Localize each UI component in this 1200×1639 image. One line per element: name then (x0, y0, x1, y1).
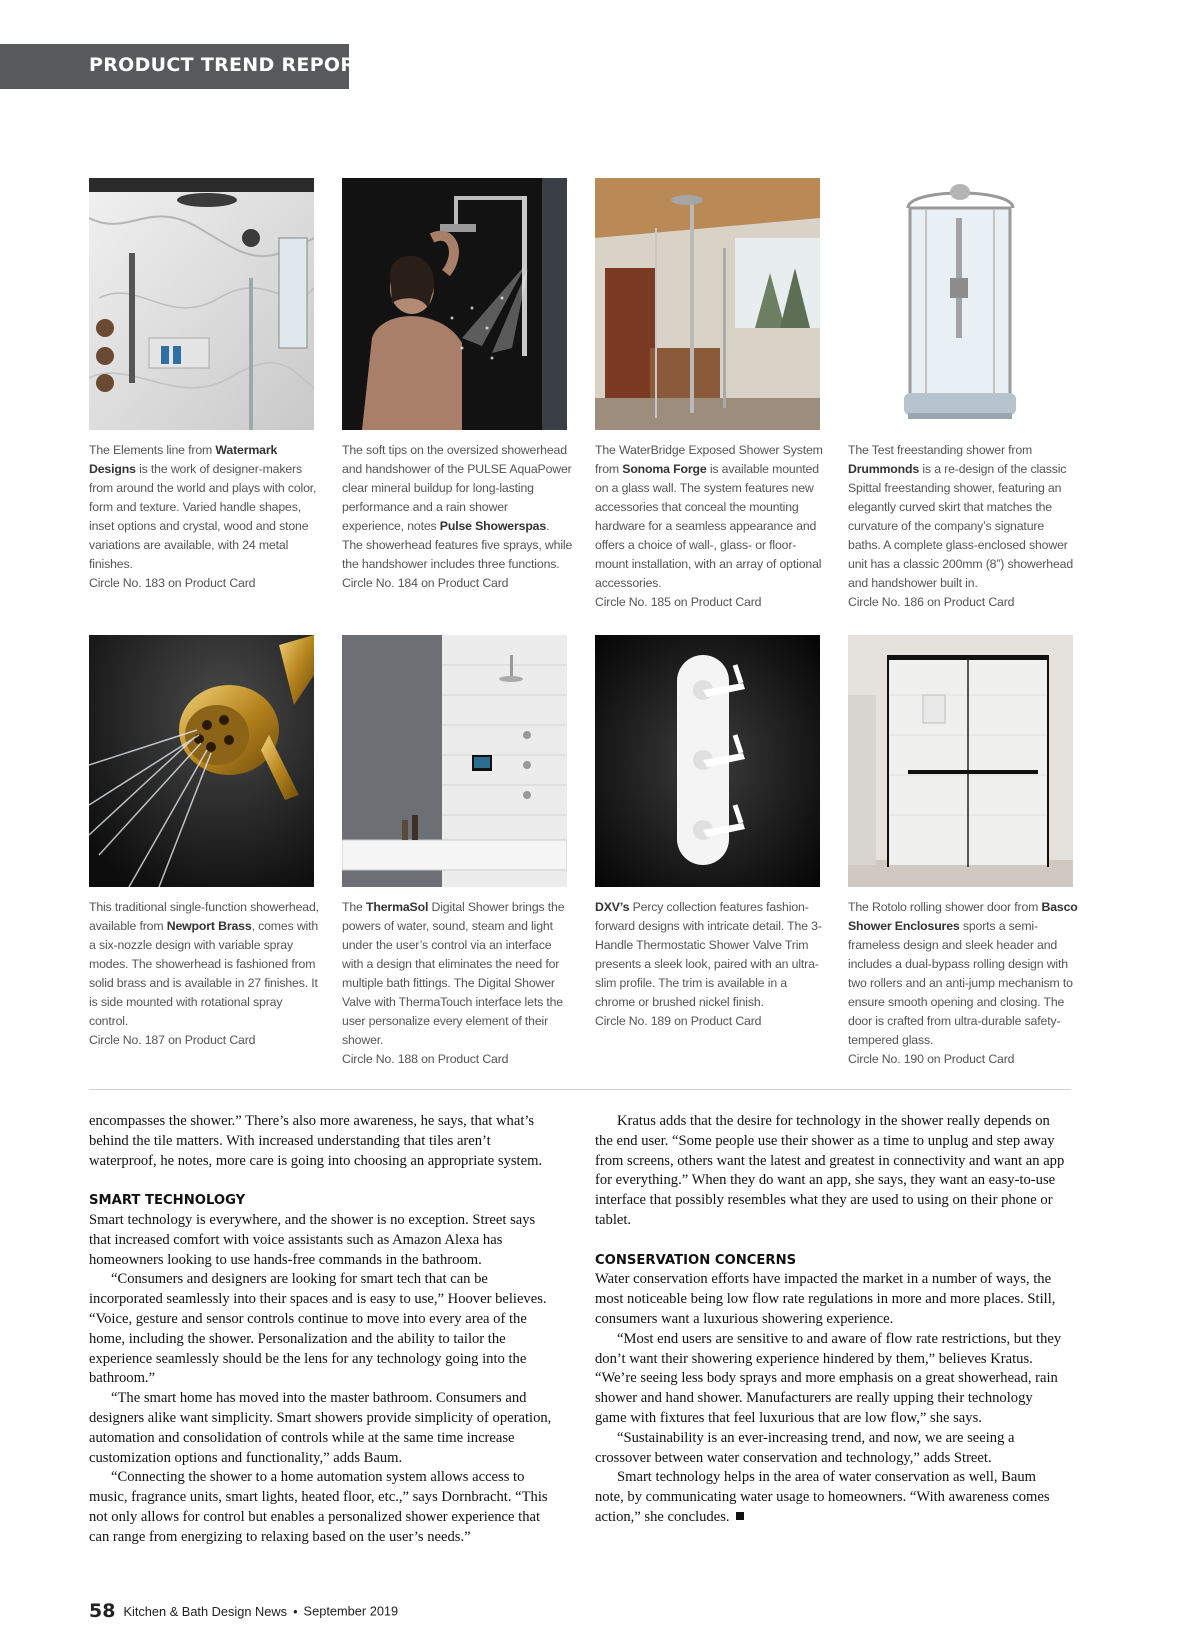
brand-name: Drummonds (848, 462, 920, 476)
product-photo-2 (342, 178, 567, 430)
product-caption-8: The Rotolo rolling shower door from Basco Shower Enclosures sports a semi-frameless design and sleek header and includes a dual-bypass rolling design with two rollers and an anti-jump mechanism to ensure smooth opening and closing. The door is crafted from ultra-durable safety-tempered glass. Circle No. 190 on Product Card (848, 898, 1079, 1069)
brand-name: Pulse Showerspas (439, 519, 547, 533)
product-caption-3: The WaterBridge Exposed Shower System from Sonoma Forge is available mounted on a glass wall. The system features new accessories that conceal the mounting hardware for a seamless appearance and offers a choice of wall-, glass- or floor-mount installation, with an array of optional accessories. Circle No. 185 on Product Card (595, 441, 826, 612)
issue-date: September 2019 (303, 1603, 399, 1619)
paragraph: “Connecting the shower to a home automation system allows access to music, fragrance units, smart lights, heated floor, etc.,” says Dornbracht. “This not only allows for control but enables a personalized shower experience that can range from energizing to relaxing based on the user’s needs.” (89, 1469, 548, 1545)
product-photo-6 (342, 635, 567, 887)
subheading-smart-technology: SMART TECHNOLOGY (89, 1193, 246, 1209)
section-banner (0, 44, 368, 89)
paragraph: “Sustainability is an ever-increasing trend, and now, we are seeing a crossover between water conservation and technology,” adds Street. (595, 1429, 1015, 1466)
footer-separator: • (293, 1603, 298, 1619)
brand-name: Basco Shower Enclosures (848, 900, 1078, 933)
product-photo-4 (848, 178, 1073, 430)
paragraph: Smart technology is everywhere, and the shower is no exception. Street says that increased comfort with voice assistants such as Amazon Alexa has homeowners looking to use hands-free commands in the bathroom. (89, 1211, 536, 1268)
paragraph: encompasses the shower.” There’s also more awareness, he says, that what’s behind the tile matters. With increased understanding that tiles aren’t waterproof, he notes, more care is going into choosing an appropriate system. (89, 1113, 543, 1169)
product-photo-8 (848, 635, 1073, 887)
paragraph: Kratus adds that the desire for technology in the shower really depends on the end user. “Some people use their shower as a time to unplug and step away from screens, others want the latest and greatest in connectivity and want an app for everything.” When they do want an app, she says, they want an easy-to-use interface that possibly resembles what they are used to using on their phone or tablet. (595, 1113, 1065, 1228)
circle-number: Circle No. 186 on Product Card (848, 595, 1015, 609)
product-caption-7: DXV’s Percy collection features fashion-forward designs with intricate detail. The 3-Handle Thermostatic Shower Valve Trim presents a sleek look, paired with an ultra-slim profile. The trim is available in a chrome or brushed nickel finish. Circle No. 189 on Product Card (595, 898, 826, 1031)
circle-number: Circle No. 183 on Product Card (89, 576, 256, 590)
circle-number: Circle No. 185 on Product Card (595, 595, 762, 609)
subheading-conservation-concerns: CONSERVATION CONCERNS (595, 1252, 797, 1268)
product-photo-1 (89, 178, 314, 430)
publication-name: Kitchen & Bath Design News (123, 1603, 288, 1619)
product-photo-3 (595, 178, 820, 430)
circle-number: Circle No. 184 on Product Card (342, 576, 509, 590)
product-caption-6: The ThermaSol Digital Shower brings the powers of water, sound, steam and light under the user’s control via an interface with a design that eliminates the need for multiple bath fittings. The Digital Shower Valve with ThermaTouch interface lets the user personalize every element of their shower. Circle No. 188 on Product Card (342, 898, 573, 1069)
paragraph: “Consumers and designers are looking for smart tech that can be incorporated seamlessly into their spaces and is easy to use,” Hoover believes. “Voice, gesture and sensor controls continue to move into every area of the home, including the shower. Personalization and the ability to tailor the experience seamlessly should be the lens for any technology going into the bathroom.” (89, 1271, 547, 1387)
brand-name: Sonoma Forge (622, 462, 707, 476)
product-photo-7 (595, 635, 820, 887)
brand-name: ThermaSol (366, 900, 429, 914)
circle-number: Circle No. 188 on Product Card (342, 1052, 509, 1066)
product-caption-2: The soft tips on the oversized showerhead and handshower of the PULSE AquaPower clear mineral buildup for long-lasting performance and a rain shower experience, notes Pulse Showerspas. The showerhead features five sprays, while the handshower includes three functions. Circle No. 184 on Product Card (342, 441, 573, 593)
brand-name: Watermark Designs (89, 443, 278, 476)
paragraph: “The smart home has moved into the master bathroom. Consumers and designers alike want simplicity. Smart showers provide simplicity of operation, automation and consolidation of controls while at the same time increase customization options and functionality,” adds Baum. (89, 1390, 552, 1466)
circle-number: Circle No. 187 on Product Card (89, 1033, 256, 1047)
article-column-left (89, 1112, 560, 1548)
paragraph: Water conservation efforts have impacted the market in a number of ways, the most noticeable being low flow rate regulations in more and more places. Still, consumers want a luxurious showering experience. (595, 1271, 1056, 1327)
paragraph: “Most end users are sensitive to and aware of flow rate restrictions, but they don’t want their showering experience hindered by them,” believes Kratus. “We’re seeing less body sprays and more emphasis on a great showerhead, rain shower and hand shower. Manufacturers are really upping their technology game with fixtures that feel luxurious that are low flow,” she says. (595, 1330, 1062, 1426)
section-label: PRODUCT TREND REPORT (89, 54, 368, 76)
product-caption-4: The Test freestanding shower from Drummonds is a re-design of the classic Spittal freestanding shower, featuring an elegantly curved skirt that matches the curvature of the company’s signature baths. A complete glass-enclosed shower unit has a classic 200mm (8”) showerhead and handshower built in. Circle No. 186 on Product Card (848, 441, 1079, 612)
brand-name: DXV’s (595, 900, 630, 914)
section-divider (89, 1089, 1071, 1090)
brand-name: Newport Brass (166, 919, 252, 933)
article-column-right (595, 1112, 1066, 1528)
circle-number: Circle No. 190 on Product Card (848, 1052, 1015, 1066)
product-photo-5 (89, 635, 314, 887)
product-caption-1: The Elements line from Watermark Designs is the work of designer-makers from around the world and plays with color, form and texture. Varied handle shapes, inset options and crystal, wood and stone variations are available, with 24 metal finishes. Circle No. 183 on Product Card (89, 441, 320, 593)
page-number: 58 (89, 1600, 116, 1622)
product-caption-5: This traditional single-function showerhead, available from Newport Brass, comes with a six-nozzle design with variable spray modes. The showerhead is fashioned from solid brass and is available in 27 finishes. It is side mounted with rotational spray control. Circle No. 187 on Product Card (89, 898, 320, 1050)
page-footer (89, 1600, 398, 1622)
circle-number: Circle No. 189 on Product Card (595, 1014, 762, 1028)
paragraph: Smart technology helps in the area of water conservation as well, Baum note, by communicating water usage to homeowners. “With awareness comes action,” she concludes. (595, 1469, 1050, 1525)
end-mark-icon (736, 1512, 744, 1520)
